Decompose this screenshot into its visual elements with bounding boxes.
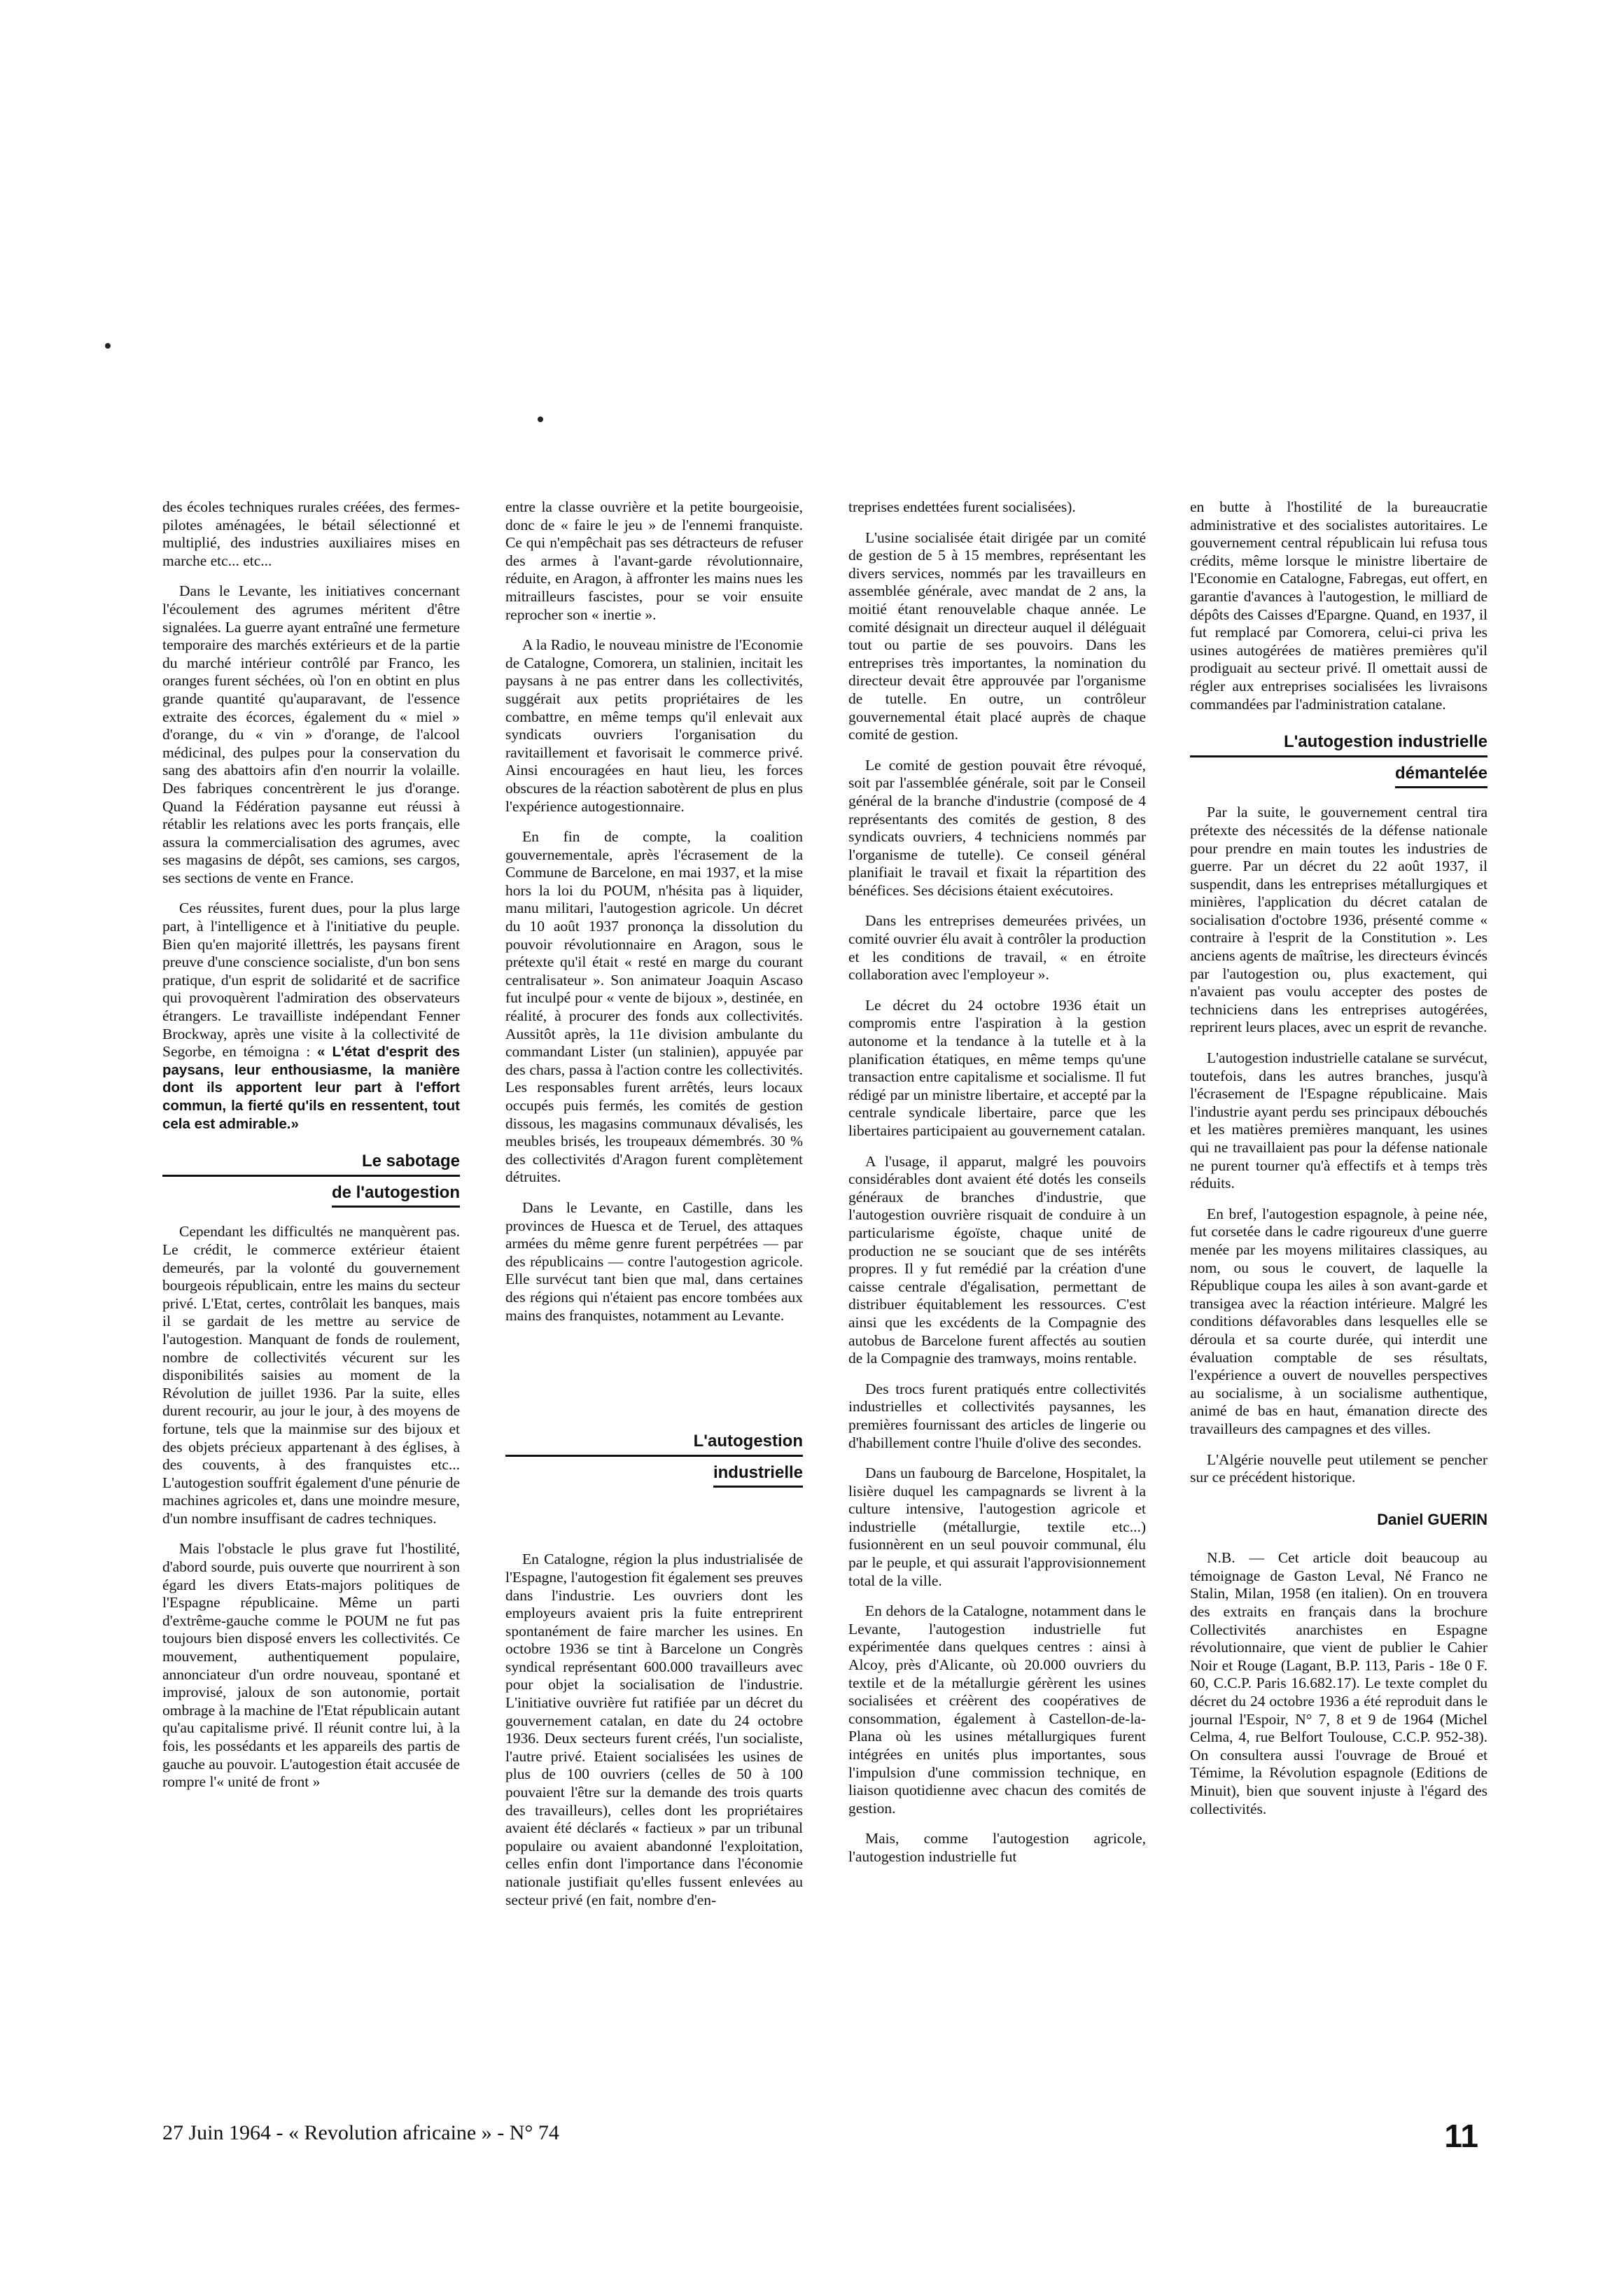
paragraph: Dans le Levante, les initiatives concernant l'écoulement des agrumes méritent d'être signalées. La guerre ayant entraîné une fermeture temporaire des marchés extérieurs et de la partie du marché intérieur contrôlé par Franco, les oranges furent séchées, où l'on en obtint en plus grande quantité qu'auparavant, de l'essence extraite des écorces, également du « miel » d'orange, du « vin » d'orange, de l'alcool médicinal, des pulpes pour la conservation du sang des abattoirs afin d'en nourrir la volaille. Des fabriques concentrèrent le jus d'orange. Quand la Fédération paysanne eut réussi à rétablir les relations avec les ports français, elle assura la commercialisation des agrumes, avec ses magasins de dépôt, ses camions, ses cargos, ses sections de vente en France. [162,582,460,886]
paragraph: Le décret du 24 octobre 1936 était un compromis entre l'aspiration à la gestion autonome et la tendance à la tutelle et à la planification étatiques, en même temps qu'une transaction entre capitalisme et socialisme. Il fut rédigé par un ministre libertaire, et accepté par la centrale syndicale libertaire, parce que les libertaires participaient au gouvernement catalan. [848,996,1146,1139]
column-4 [1190,498,1488,1831]
section-heading-autogestion-industrielle [505,1430,803,1488]
scan-speck [105,343,111,349]
heading-line-2: industrielle [713,1461,803,1488]
paragraph: A l'usage, il apparut, malgré les pouvoirs considérables dont avaient été dotés les conseils généraux de branches d'industrie, que l'autogestion ouvrière risquait de conduire à un particularisme égoïste, chaque unité de production ne se souciant que de ses intérêts propres. Il y fut remédié par la création d'une caisse centrale d'égalisation, permettant de distribuer équitablement les ressources. C'est ainsi que les excédents de la Compagnie des autobus de Barcelone furent affectés au soutien de la Compagnie des tramways, moins rentable. [848,1152,1146,1367]
paragraph: treprises endettées furent socialisées). [848,498,1076,515]
column-3 [848,498,1146,1879]
paragraph: Dans les entreprises demeurées privées, un comité ouvrier élu avait à contrôler la production et les conditions de travail, « en étroite collaboration avec l'employeur ». [848,912,1146,984]
paragraph: En bref, l'autogestion espagnole, à peine née, fut corsetée dans le cadre rigoureux d'une guerre menée par les moyens militaires classiques, au nom, ou sous le couvert, de laquelle la République coupa les ailes à son avant-garde et transigea avec la réaction intérieure. Malgré les conditions défavorables dans lesquelles elle se déroula et sa courte durée, qui interdit une évaluation comptable de ses résultats, l'expérience a ouvert de nouvelles perspectives au socialisme, à un socialisme authentique, animé de bas en haut, émanation directe des travailleurs des campagnes et des villes. [1190,1205,1488,1437]
paragraph [162,900,460,1133]
heading-line-2: de l'autogestion [332,1181,460,1208]
author-signature: Daniel GUERIN [1377,1510,1488,1528]
heading-line-1: L'autogestion [505,1430,803,1457]
paragraph: Cependant les difficultés ne manquèrent pas. Le crédit, le commerce extérieur étaient demeurés, par la volonté du gouvernement bourgeois républicain, entre les mains du secteur privé. L'Etat, certes, contrôlait les banques, mais il se gardait de les mettre au service de l'autogestion. Manquant de fonds de roulement, nombre de collectivités vécurent sur les disponibilités saisies au moment de la Révolution de juillet 1936. Par la suite, elles durent recourir, au jour le jour, à des moyens de fortune, tels que la mainmise sur des bijoux et des objets précieux appartenant à des églises, à des couvents, à des franquistes etc... L'autogestion souffrit également d'une pénurie de machines agricoles et, dans une moindre mesure, d'un nombre insuffisant de cadres techniques. [162,1223,460,1527]
heading-line-2: démantelée [1395,762,1488,789]
paragraph: Des trocs furent pratiqués entre collectivités industrielles et collectivités paysannes, les premières fournissant des articles de lingerie ou d'habillement contre l'huile d'olive des secondes. [848,1380,1146,1451]
page-footer [162,2118,1478,2154]
paragraph: Par la suite, le gouvernement central tira prétexte des nécessités de la défense nationale pour prendre en main toutes les industries de guerre. Par un décret du 22 août 1937, il suspendit, dans les entreprises métallurgiques et minières, l'application du décret catalan de socialisation d'octobre 1936, présenté comme « contraire à l'esprit de la Constitution ». Les anciens agents de maîtrise, les directeurs évincés par l'autogestion ou, plus exactement, qui n'avaient pas voulu accepter des postes de techniciens dans les entreprises autogérées, reprirent leurs places, avec un esprit de revanche. [1190,804,1488,1036]
paragraph: des écoles techniques rurales créées, des fermes-pilotes aménagées, le bétail sélectionné et multiplié, des industries auxiliaires mises en marche etc... etc... [162,498,460,569]
paragraph: Mais l'obstacle le plus grave fut l'hostilité, d'abord sourde, puis ouverte que nourrirent à son égard les divers Etats-majors politiques de l'Espagne républicaine. Même un parti d'extrême-gauche comme le POUM ne fut pas toujours bien disposé envers les collectivités. Ce mouvement, authentiquement populaire, annonciateur d'un ordre nouveau, spontané et improvisé, jaloux de son autonomie, portait ombrage à la machine de l'Etat républicain autant qu'au capitalisme privé. Il réunit contre lui, à la fois, les possédants et les appareils des partis de gauche au pouvoir. L'autogestion était accusée de rompre l'« unité de front » [162,1540,460,1791]
quote: « L'état d'esprit des paysans, leur enthousiasme, la manière dont ils apportent leur part à l'effort commun, la fierté qu'ils en ressentent, tout cela est admirable.» [162,1044,460,1132]
section-heading-sabotage [162,1150,460,1208]
paragraph: En fin de compte, la coalition gouvernementale, après l'écrasement de la Commune de Barcelone, en mai 1937, et la mise hors la loi du POUM, n'hésita pas à liquider, manu militari, l'autogestion agricole. Un décret du 10 août 1937 prononça la dissolution du pouvoir révolutionnaire en Aragon, sous le prétexte qu'il était « resté en marge du courant centralisateur ». Son animateur Joaquin Ascaso fut inculpé pour « vente de bijoux », destinée, en réalité, à procurer des fonds aux collectivités. Aussitôt après, la 11e division ambulante du commandant Lister (un stalinien), appuyée par des chars, passa à l'action contre les collectivités. Les responsables furent arrêtés, leurs locaux occupés puis fermés, les comités de gestion dissous, les magasins communaux dévalisés, les meubles brisés, les troupeaux démembrés. 30 % des collectivités d'Aragon furent complètement détruites. [505,828,803,1186]
scan-speck [538,417,543,422]
paragraph: L'Algérie nouvelle peut utilement se pencher sur ce précédent historique. [1190,1451,1488,1486]
column-2 [505,498,803,1922]
paragraph: Mais, comme l'autogestion agricole, l'autogestion industrielle fut [848,1830,1146,1865]
paragraph: En dehors de la Catalogne, notamment dans le Levante, l'autogestion industrielle fut expérimentée dans quelques centres : ainsi à Alcoy, près d'Alicante, où 20.000 ouvriers du textile et de la métallurgie gérèrent les usines socialisées et créèrent des coopératives de consommation, également à Castellon-de-la-Plana où les usines métallurgiques furent intégrées en unités plus importantes, sous l'impulsion d'une commission technique, en liaison quotidienne avec chacun des comités de gestion. [848,1602,1146,1817]
heading-line-1: L'autogestion industrielle [1190,730,1488,757]
column-1 [162,498,460,1804]
page-number: 11 [1444,2118,1478,2154]
paragraph: En Catalogne, région la plus industrialisée de l'Espagne, l'autogestion fit également ses preuves dans l'industrie. Les ouvriers dont les employeurs avaient pris la fuite entreprirent spontanément de faire marcher les usines. En octobre 1936 se tint à Barcelone un Congrès syndical représentant 600.000 travailleurs avec pour objet la socialisation de l'industrie. L'initiative ouvrière fut ratifiée par un décret du gouvernement catalan, en date du 24 octobre 1936. Deux secteurs furent créés, l'un socialiste, l'autre privé. Etaient socialisées les usines de plus de 100 ouvriers (celles de 50 à 100 pouvaient l'être sur la demande des trois quarts des travailleurs), celles dont les propriétaires avaient été déclarés « factieux » par un tribunal populaire ou avaient abandonné l'exploitation, celles enfin dont l'importance dans l'économie nationale justifiait qu'elles fussent enlevées au secteur privé (en fait, nombre d'en- [505,1551,803,1908]
paragraph: Dans le Levante, en Castille, dans les provinces de Huesca et de Teruel, des attaques armées du même genre furent perpétrées — par des républicains — contre l'autogestion agricole. Elle survécut tant bien que mal, dans certaines des régions qui n'étaient pas encore tombées aux mains des franquistes, notamment au Levante. [505,1199,803,1324]
paragraph: Le comité de gestion pouvait être révoqué, soit par l'assemblée générale, soit par le Conseil général de la branche d'industrie (composé de 4 représentants des comités de gestion, 8 des syndicats ouvriers, 4 techniciens nommés par l'organisme de tutelle). Ce conseil général planifiait le travail et fixait la répartition des bénéfices. Ses décisions étaient exécutoires. [848,756,1146,899]
paragraph: L'usine socialisée était dirigée par un comité de gestion de 5 à 15 membres, représentant les divers services, nommés par les travailleurs en assemblée générale, avec mandat de 2 ans, la moitié étant renouvelable chaque année. Le comité désignait un directeur auquel il déléguait tout ou partie de ses pouvoirs. Dans les entreprises très importantes, la nomination du directeur devait être approuvée par l'organisme de tutelle. En outre, un contrôleur gouvernemental était placé auprès de chaque comité de gestion. [848,529,1146,743]
footnote: N.B. — Cet article doit beaucoup au témoignage de Gaston Leval, Né Franco ne Stalin, Milan, 1958 (en italien). On en trouvera des extraits en français dans la brochure Collectivités anarchistes en Espagne révolutionnaire, que vient de publier le Cahier Noir et Rouge (Lagant, B.P. 113, Paris - 18e 0 F. 60, C.C.P. Paris 16.682.17). Le texte complet du décret du 24 octobre 1936 a été reproduit dans le journal l'Espoir, N° 7, 8 et 9 de 1964 (Michel Celma, 4, rue Belfort Toulouse, C.C.P. 952-38). On consultera aussi l'ouvrage de Broué et Témime, la Révolution espagnole (Editions de Minuit), bien que souvent injuste à l'égard des collectivités. [1190,1549,1488,1817]
paragraph: entre la classe ouvrière et la petite bourgeoisie, donc de « faire le jeu » de l'ennemi franquiste. Ce qui n'empêchait pas ses détracteurs de refuser des armes à l'avant-garde révolutionnaire, réduite, en Aragon, à affronter les mains nues les mitrailleurs fascistes, pour se voir ensuite reprocher son « inertie ». [505,498,803,623]
paragraph: Dans un faubourg de Barcelone, Hospitalet, la lisière duquel les campagnards se livrent à la culture intensive, l'autogestion agricole et industrielle (métallurgie, textile etc...) fusionnèrent en un seul pouvoir communal, élu par le peuple, et qui assurait l'approvisionnement total de la ville. [848,1465,1146,1589]
paragraph-text: Ces réussites, furent dues, pour la plus large part, à l'intelligence et à l'initiative du peuple. Bien qu'en majorité illettrés, les paysans firent preuve d'une conscience socialiste, d'un bon sens pratique, d'un esprit de solidarité et de sacrifice qui provoquèrent l'admiration des observateurs étrangers. Le travailliste indépendant Fenner Brockway, après une visite à la collectivité de Segorbe, en témoigna : [162,900,460,1061]
footer-issue: 27 Juin 1964 - « Revolution africaine » - N° 74 [162,2121,559,2144]
paragraph: en butte à l'hostilité de la bureaucratie administrative et des socialistes autoritaires. Le gouvernement central républicain lui refusa tous crédits, même lorsque le ministre libertaire de l'Economie en Catalogne, Fabregas, eut offert, en garantie d'avances à l'autogestion, le milliard de dépôts des Caisses d'Epargne. Quand, en 1937, il fut remplacé par Comorera, celui-ci priva les usines autogérées de matières premières qu'il prodiguait au secteur privé. Il omettait aussi de régler aux entreprises socialisées les livraisons commandées par l'administration catalane. [1190,498,1488,713]
paragraph: A la Radio, le nouveau ministre de l'Economie de Catalogne, Comorera, un stalinien, incitait les paysans à ne pas entrer dans les collectivités, suggérait aux petits propriétaires de les combattre, en même temps qu'il enlevait aux syndicats ouvriers l'organisation du ravitaillement et favorisait le commerce privé. Ainsi encouragées en haut lieu, les forces obscures de la réaction sabotèrent de plus en plus l'expérience autogestionnaire. [505,636,803,815]
paragraph: L'autogestion industrielle catalane se survécut, toutefois, dans les autres branches, jusqu'à l'écrasement de l'Espagne républicaine. Mais l'industrie ayant perdu ses principaux débouchés et les matières premières manquant, les usines qui ne travaillaient pas pour la défense nationale ne purent tourner qu'à effectifs et à temps très réduits. [1190,1049,1488,1192]
heading-line-1: Le sabotage [162,1150,460,1177]
section-heading-demantelee [1190,730,1488,788]
